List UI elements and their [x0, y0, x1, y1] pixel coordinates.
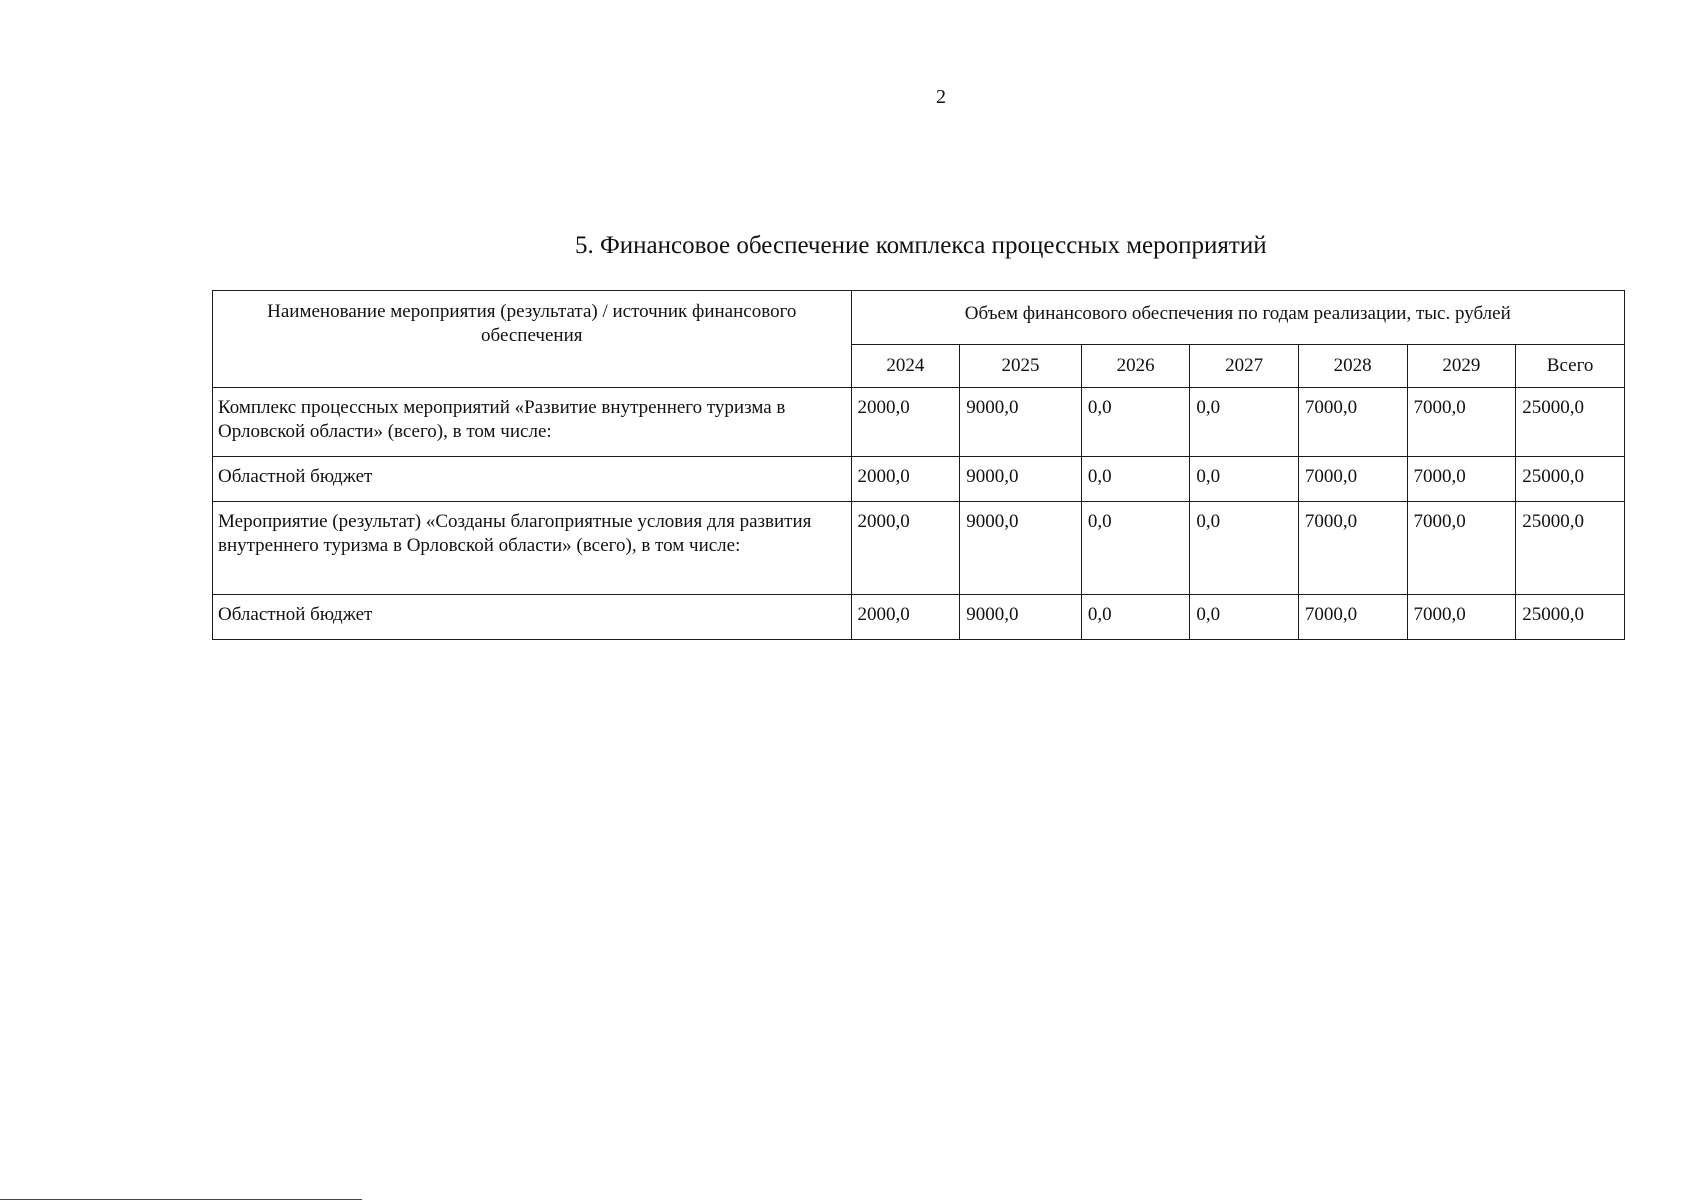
total-cell: 25000,0 [1516, 502, 1625, 595]
table-header-row [213, 291, 1625, 345]
value-cell: 2000,0 [851, 388, 960, 457]
value-cell: 7000,0 [1298, 388, 1407, 457]
value-cell: 7000,0 [1407, 595, 1516, 640]
table-row [213, 457, 1625, 502]
section-title: 5. Финансовое обеспечение комплекса процессных мероприятий [575, 232, 1267, 259]
total-cell: 25000,0 [1516, 457, 1625, 502]
header-total-cell: Всего [1516, 345, 1625, 388]
value-cell: 0,0 [1190, 457, 1299, 502]
header-year-cell: 2024 [851, 345, 960, 388]
value-cell: 7000,0 [1298, 595, 1407, 640]
table-row [213, 388, 1625, 457]
value-cell: 2000,0 [851, 502, 960, 595]
row-name-cell: Комплекс процессных мероприятий «Развитие внутреннего туризма в Орловской области» (всего), в том числе: [213, 388, 852, 457]
table-row [213, 502, 1625, 595]
value-cell: 7000,0 [1407, 388, 1516, 457]
header-name-cell: Наименование мероприятия (результата) / источник финансового обеспечения [213, 291, 852, 388]
header-year-cell: 2028 [1298, 345, 1407, 388]
page-number-text: 2 [936, 86, 946, 108]
header-year-cell: 2026 [1081, 345, 1190, 388]
value-cell: 9000,0 [960, 502, 1082, 595]
total-cell: 25000,0 [1516, 388, 1625, 457]
row-name-cell: Областной бюджет [213, 457, 852, 502]
table-row [213, 595, 1625, 640]
value-cell: 9000,0 [960, 457, 1082, 502]
value-cell: 9000,0 [960, 595, 1082, 640]
total-cell: 25000,0 [1516, 595, 1625, 640]
value-cell: 0,0 [1190, 388, 1299, 457]
header-year-cell: 2027 [1190, 345, 1299, 388]
row-name-cell: Мероприятие (результат) «Созданы благоприятные условия для развития внутреннего туризма в Орловской области» (всего), в том числе: [213, 502, 852, 595]
header-year-cell: 2029 [1407, 345, 1516, 388]
row-name-cell: Областной бюджет [213, 595, 852, 640]
header-year-cell: 2025 [960, 345, 1082, 388]
value-cell: 7000,0 [1407, 502, 1516, 595]
value-cell: 0,0 [1190, 502, 1299, 595]
value-cell: 0,0 [1081, 457, 1190, 502]
value-cell: 7000,0 [1298, 457, 1407, 502]
financing-table [212, 290, 1625, 640]
value-cell: 0,0 [1081, 502, 1190, 595]
value-cell: 0,0 [1081, 595, 1190, 640]
value-cell: 2000,0 [851, 595, 960, 640]
value-cell: 0,0 [1190, 595, 1299, 640]
value-cell: 9000,0 [960, 388, 1082, 457]
value-cell: 2000,0 [851, 457, 960, 502]
value-cell: 0,0 [1081, 388, 1190, 457]
value-cell: 7000,0 [1298, 502, 1407, 595]
value-cell: 7000,0 [1407, 457, 1516, 502]
header-volume-cell: Объем финансового обеспечения по годам реализации, тыс. рублей [851, 291, 1624, 345]
